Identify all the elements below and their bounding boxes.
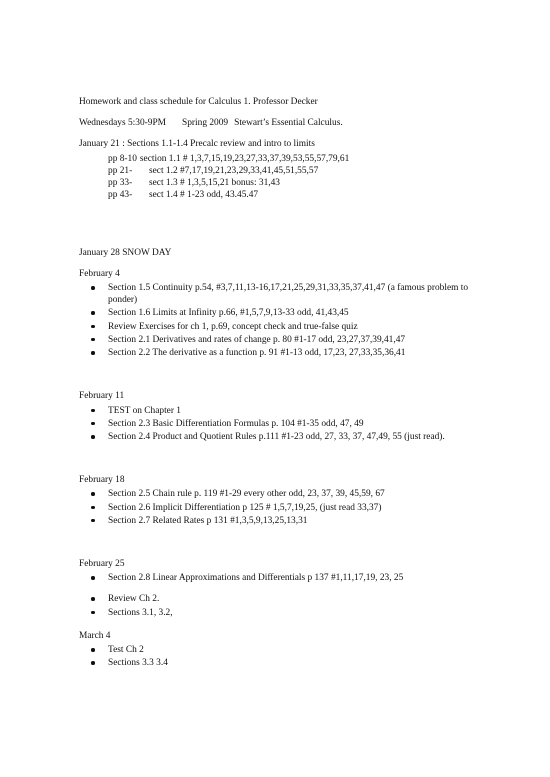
- list-item: [79, 165, 489, 177]
- feb11-assignments: [79, 405, 489, 444]
- assignment-text: Section 1.6 Limits at Infinity p.66, #1,5,7,9,13-33 odd, 41,43,45: [108, 308, 349, 319]
- assignment-text: Review Ch 2.: [108, 594, 160, 605]
- feb25-assignments: [79, 572, 489, 584]
- list-item: [79, 321, 489, 333]
- feb18-assignments: [79, 488, 489, 527]
- bullet-icon: [91, 492, 95, 496]
- list-item: [79, 502, 489, 514]
- list-item: [79, 644, 489, 656]
- assignment-text: Section 2.3 Basic Differentiation Formulas p. 104 #1-35 odd, 47, 49: [108, 418, 364, 429]
- jan21-assignments: [79, 153, 489, 202]
- bullet-icon: [91, 648, 95, 652]
- assignment-text: sect 1.4 # 1-23 odd, 43.45.47: [149, 190, 259, 201]
- assignment-text: sect 1.3 # 1,3,5,15,21 bonus: 31,43: [149, 178, 280, 189]
- section-heading-jan21: January 21 : Sections 1.1-1.4 Precalc review and intro to limits: [79, 139, 315, 150]
- class-time: Wednesdays 5:30-9PM: [79, 118, 166, 129]
- page-range: pp 43-: [108, 190, 133, 201]
- page-range: pp 33-: [108, 178, 133, 189]
- list-item: [79, 607, 489, 619]
- bullet-icon: [91, 409, 95, 413]
- assignment-text: Section 2.2 The derivative as a function p. 91 #1-13 odd, 17,23, 27,33,35,36,41: [108, 348, 406, 359]
- bullet-icon: [91, 519, 95, 523]
- section-heading-feb4: February 4: [79, 268, 120, 279]
- document-title: Homework and class schedule for Calculus 1. Professor Decker: [79, 97, 318, 107]
- course-info: [79, 117, 489, 129]
- assignment-text: Review Exercises for ch 1, p.69, concept check and true-false quiz: [108, 321, 358, 332]
- feb4-assignments: [79, 282, 489, 359]
- bullet-icon: [91, 576, 95, 580]
- document-content: [79, 96, 489, 671]
- bullet-icon: [91, 422, 95, 426]
- bullet-icon: [91, 611, 95, 615]
- list-item: [79, 418, 489, 430]
- assignment-text: Section 2.7 Related Rates p 131 #1,3,5,9,13,25,13,31: [108, 515, 308, 526]
- mar4-assignments: [79, 644, 489, 669]
- bullet-icon: [91, 338, 95, 342]
- assignment-text: Sections 3.3 3.4: [108, 658, 168, 669]
- section-heading-mar4: March 4: [79, 630, 111, 641]
- bullet-icon: [91, 286, 95, 290]
- section-heading-jan28: January 28 SNOW DAY: [79, 247, 172, 258]
- page-range: pp 21-: [108, 165, 133, 176]
- bullet-icon: [91, 506, 95, 510]
- textbook: Stewart’s Essential Calculus.: [234, 118, 343, 129]
- list-item: [79, 593, 489, 605]
- list-item: [79, 515, 489, 527]
- bullet-icon: [91, 435, 95, 439]
- list-item: [79, 334, 489, 346]
- page-range: pp 8-10: [108, 153, 137, 164]
- bullet-icon: [91, 311, 95, 315]
- assignment-text: Sections 3.1, 3.2,: [108, 607, 173, 618]
- assignment-text: Section 2.5 Chain rule p. 119 #1-29 every other odd, 23, 37, 39, 45,59, 67: [108, 489, 385, 500]
- bullet-icon: [91, 661, 95, 665]
- bullet-icon: [91, 325, 95, 329]
- list-item: [79, 347, 489, 359]
- section-heading-feb25: February 25: [79, 559, 125, 570]
- bullet-icon: [91, 597, 95, 601]
- list-item: [79, 431, 489, 443]
- assignment-text: sect 1.2 #7,17,19,21,23,29,33,41,45,51,55,57: [149, 165, 319, 176]
- list-item: [79, 488, 489, 500]
- list-item: [79, 307, 489, 319]
- assignment-text: section 1.1 # 1,3,7,15,19,23,27,33,37,39,53,55,57,79,61: [139, 153, 350, 164]
- assignment-text: Section 2.4 Product and Quotient Rules p.111 #1-23 odd, 27, 33, 37, 47,49, 55 (just read).: [108, 431, 445, 442]
- bullet-icon: [91, 351, 95, 355]
- list-item: [79, 282, 489, 306]
- list-item: [79, 177, 489, 189]
- feb25-review: [79, 593, 489, 618]
- assignment-text: Section 2.6 Implicit Differentiation p 125 # 1,5,7,19,25, (just read 33,37): [108, 502, 382, 513]
- assignment-text: Section 1.5 Continuity p.54, #3,7,11,13-16,17,21,25,29,31,33,35,37,41,47 (a famous problem to ponder): [108, 282, 469, 306]
- assignment-text: Section 2.1 Derivatives and rates of change p. 80 #1-17 odd, 23,27,37,39,41,47: [108, 334, 406, 345]
- assignment-text: TEST on Chapter 1: [108, 405, 181, 416]
- list-item: [79, 657, 489, 669]
- list-item: [79, 572, 489, 584]
- assignment-text: Section 2.8 Linear Approximations and Differentials p 137 #1,11,17,19, 23, 25: [108, 573, 404, 584]
- section-heading-feb11: February 11: [79, 391, 125, 402]
- list-item: [79, 189, 489, 201]
- section-heading-feb18: February 18: [79, 475, 125, 486]
- term: Spring 2009: [182, 118, 229, 129]
- assignment-text: Test Ch 2: [108, 645, 144, 656]
- list-item: [79, 405, 489, 417]
- list-item: [79, 153, 489, 165]
